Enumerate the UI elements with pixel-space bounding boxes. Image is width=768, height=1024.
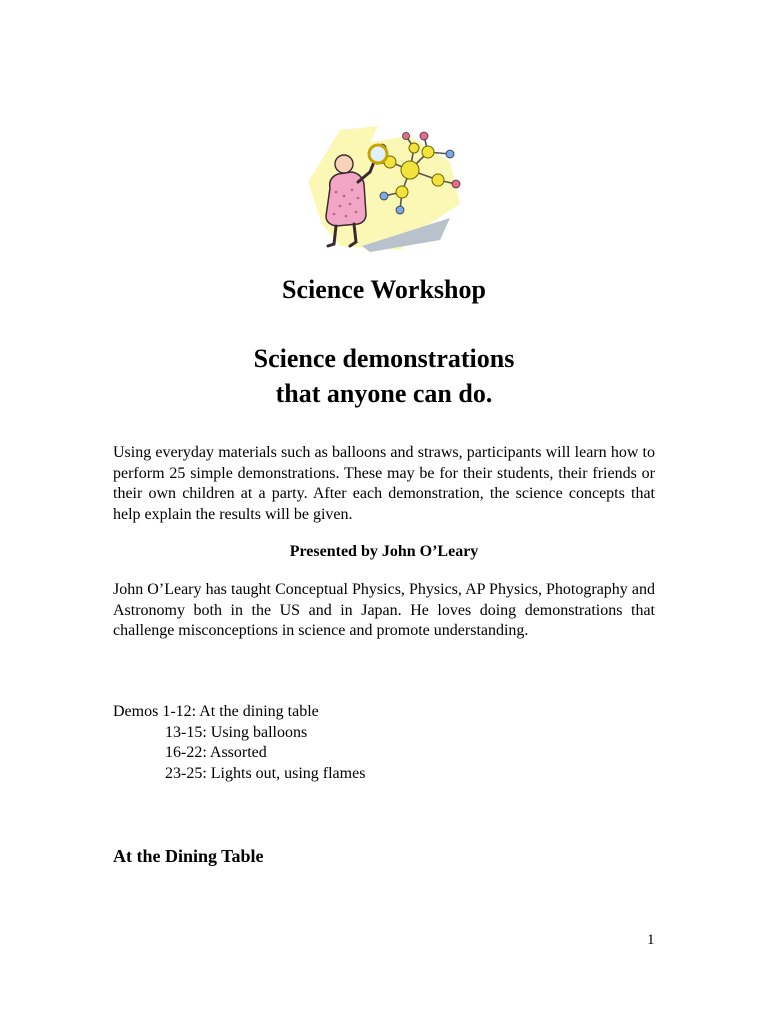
presenter-line: Presented by John O’Leary — [289, 543, 479, 560]
presenter-bio-paragraph: John O’Leary has taught Conceptual Physics, Physics, AP Physics, Photography and Astronomy both in the US and in Japan. He loves doing demonstrations that challenge misconceptions in science and promote understanding. — [113, 581, 655, 639]
demo-list-item: Demos 1-12: At the dining table — [113, 703, 319, 720]
intro-paragraph: Using everyday materials such as balloons and straws, participants will learn how to perform 25 simple demonstrations. These may be for their students, their friends or their own children at a party. After each demonstration, the science concepts that help explain the results will be given. — [113, 444, 655, 523]
demo-list-item: 23-25: Lights out, using flames — [165, 765, 366, 782]
demo-list-item: 16-22: Assorted — [165, 744, 267, 761]
demo-list-item: 13-15: Using balloons — [165, 724, 308, 741]
subtitle-line-2: that anyone can do. — [275, 379, 493, 408]
subtitle-line-1: Science demonstrations — [253, 344, 515, 373]
page-number: 1 — [647, 932, 655, 948]
scientist-with-magnifier-and-molecule-icon — [300, 122, 470, 254]
section-heading: At the Dining Table — [113, 846, 264, 866]
workshop-title: Science Workshop — [282, 275, 486, 304]
